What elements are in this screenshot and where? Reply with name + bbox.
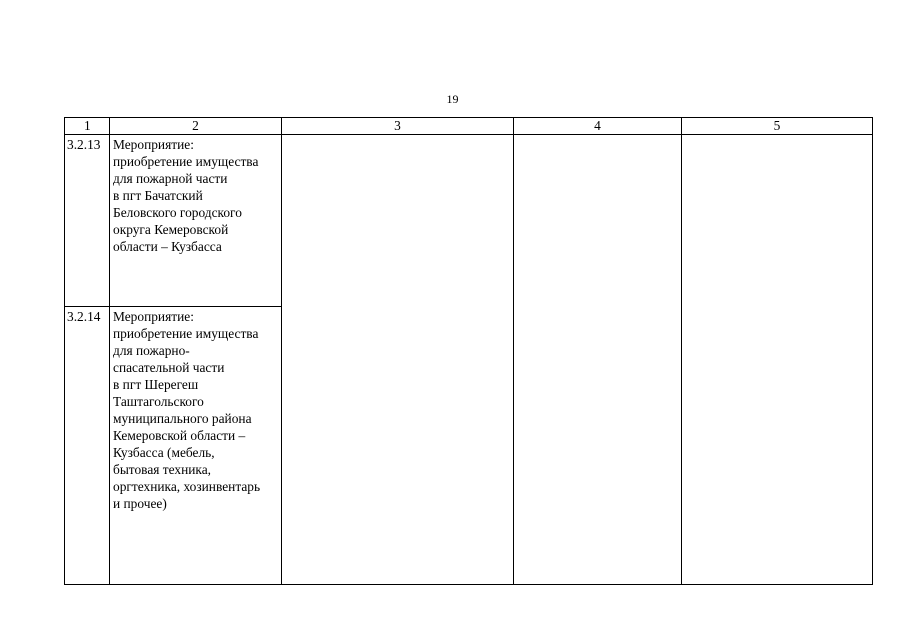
row-description-cell <box>110 135 282 307</box>
description-line: спасательной части <box>113 360 225 375</box>
row-number-cell: 3.2.13 <box>65 135 110 307</box>
description-line: в пгт Шерегеш <box>113 377 199 392</box>
description-line: оргтехника, хозинвентарь <box>113 479 261 494</box>
empty-cell-col-5 <box>682 135 873 585</box>
header-cell-5: 5 <box>682 118 873 135</box>
table-row-3-2-13 <box>65 135 873 307</box>
description-line: в пгт Бачатский <box>113 188 203 203</box>
page-number: 19 <box>446 92 459 106</box>
description-line: бытовая техника, <box>113 462 212 477</box>
row-number-cell: 3.2.14 <box>65 307 110 585</box>
description-line: приобретение имущества <box>113 326 259 341</box>
empty-cell-col-3 <box>282 135 514 585</box>
document-table <box>64 117 873 585</box>
description-line: Беловского городского <box>113 205 242 220</box>
header-cell-4: 4 <box>514 118 682 135</box>
header-cell-3: 3 <box>282 118 514 135</box>
description-line: области – Кузбасса <box>113 239 222 254</box>
description-line: муниципального района <box>113 411 252 426</box>
description-line: для пожарно- <box>113 343 190 358</box>
description-line: Мероприятие: <box>113 137 194 152</box>
table-header-row <box>65 118 873 135</box>
description-line: Таштагольского <box>113 394 204 409</box>
description-line: для пожарной части <box>113 171 228 186</box>
description-line: Мероприятие: <box>113 309 194 324</box>
description-line: Кемеровской области – <box>113 428 246 443</box>
description-line: и прочее) <box>113 496 167 511</box>
description-line: Кузбасса (мебель, <box>113 445 215 460</box>
header-cell-1: 1 <box>65 118 110 135</box>
empty-cell-col-4 <box>514 135 682 585</box>
header-cell-2: 2 <box>110 118 282 135</box>
description-line: округа Кемеровской <box>113 222 229 237</box>
row-description-cell <box>110 307 282 585</box>
description-line: приобретение имущества <box>113 154 259 169</box>
